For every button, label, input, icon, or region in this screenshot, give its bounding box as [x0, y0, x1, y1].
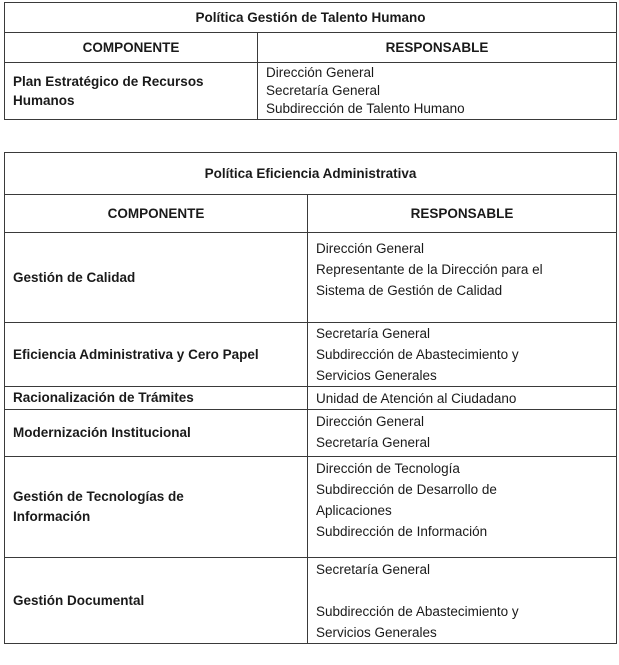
responsible-line: Unidad de Atención al Ciudadano: [316, 390, 517, 406]
table-row: [5, 387, 617, 410]
responsible-line: Subdirección de Abastecimiento y: [316, 347, 519, 362]
column-header-component: COMPONENTE: [5, 33, 258, 63]
responsible-cell: [308, 457, 617, 558]
responsible-line: Dirección General: [316, 241, 425, 256]
column-header-responsible: RESPONSABLE: [258, 33, 617, 63]
component-cell: [5, 63, 258, 120]
component-cell: [5, 457, 308, 558]
responsible-line: Secretaría General: [266, 83, 381, 98]
responsible-cell: [308, 323, 617, 387]
responsible-cell: [308, 558, 617, 644]
component-cell: Eficiencia Administrativa y Cero Papel: [5, 323, 308, 387]
component-cell: Gestión Documental: [5, 558, 308, 644]
responsible-line: Dirección General: [316, 414, 425, 429]
responsible-cell: [308, 387, 617, 410]
table-row: [5, 233, 617, 323]
component-label: Plan Estratégico de Recursos Humanos: [13, 74, 204, 108]
table-title: Política Eficiencia Administrativa: [5, 153, 617, 195]
responsible-line: Dirección General: [266, 65, 375, 80]
responsible-cell: [308, 410, 617, 457]
responsible-line: Subdirección de Desarrollo de: [316, 482, 497, 497]
component-cell: Racionalización de Trámites: [5, 387, 308, 410]
responsible-line: Subdirección de Talento Humano: [266, 101, 465, 116]
efficiency-policy-table: [4, 152, 617, 644]
table-row: [5, 63, 617, 120]
table-title: Política Gestión de Talento Humano: [5, 3, 617, 33]
component-cell: Modernización Institucional: [5, 410, 308, 457]
responsible-line: Secretaría General: [316, 435, 431, 450]
responsible-line: Subdirección de Información: [316, 524, 488, 539]
responsible-line: Representante de la Dirección para el: [316, 262, 543, 277]
talent-policy-table: [4, 2, 617, 120]
responsible-line: Servicios Generales: [316, 368, 437, 383]
responsible-spacer: [316, 580, 608, 601]
responsible-line: Aplicaciones: [316, 503, 392, 518]
responsible-line: Dirección de Tecnología: [316, 461, 460, 476]
responsible-line: Secretaría General: [316, 562, 431, 577]
responsible-cell: [258, 63, 617, 120]
table-row: [5, 323, 617, 387]
responsible-line: Servicios Generales: [316, 625, 437, 640]
responsible-cell: [308, 233, 617, 323]
component-line: Gestión de Tecnologías de: [13, 489, 184, 504]
component-cell: Gestión de Calidad: [5, 233, 308, 323]
component-line: Información: [13, 509, 91, 524]
table-row: [5, 410, 617, 457]
table-row: [5, 558, 617, 644]
responsible-line: Subdirección de Abastecimiento y: [316, 604, 519, 619]
column-header-responsible: RESPONSABLE: [308, 195, 617, 233]
responsible-line: Sistema de Gestión de Calidad: [316, 283, 503, 298]
responsible-line: Secretaría General: [316, 326, 431, 341]
table-row: [5, 457, 617, 558]
column-header-component: COMPONENTE: [5, 195, 308, 233]
